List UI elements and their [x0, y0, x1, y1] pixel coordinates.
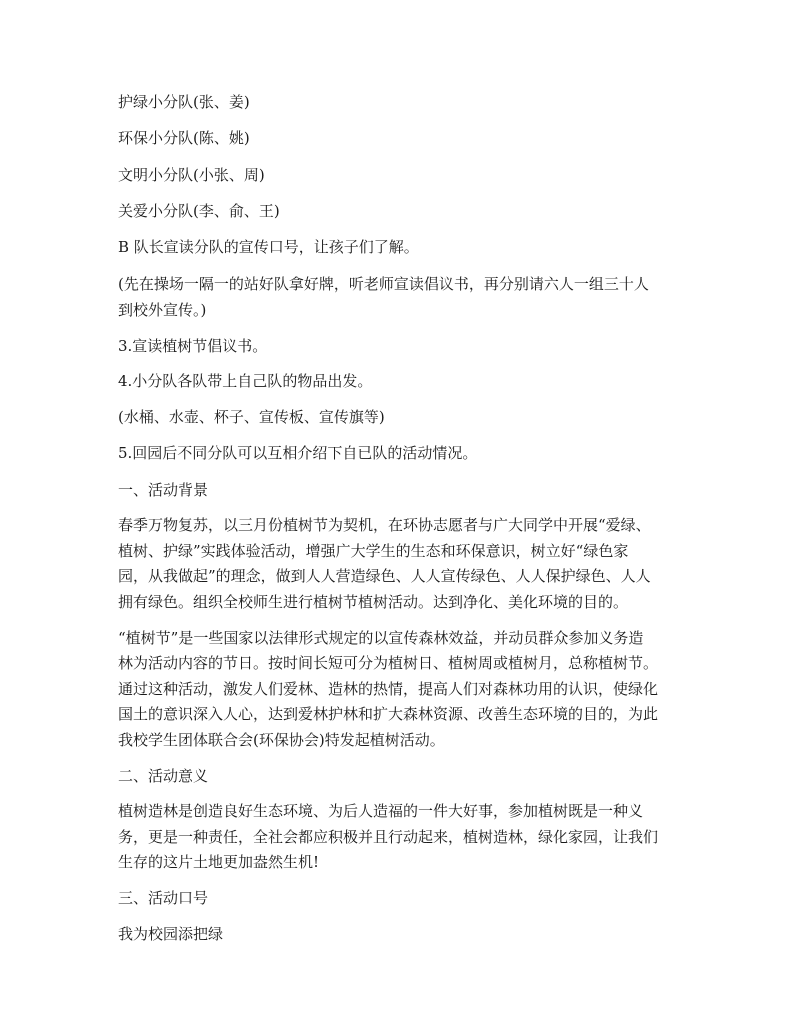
text-line-21: 我校学生团体联合会(环保协会)特发起植树活动。	[118, 731, 445, 749]
section-heading-background: 一、活动背景	[118, 481, 209, 499]
text-line-8: 3.宣读植树节倡议书。	[118, 337, 268, 355]
text-line-27: 我为校园添把绿	[118, 925, 224, 943]
text-line-16: 拥有绿色。组织全校师生进行植树节植树活动。达到净化、美化环境的目的。	[118, 593, 629, 611]
text-line-5: B 队长宣读分队的宣传口号，让孩子们了解。	[118, 238, 419, 256]
text-line-10: (水桶、水壶、杯子、宣传板、宣传旗等)	[118, 408, 385, 426]
text-line-23: 植树造林是创造良好生态环境、为后人造福的一件大好事，参加植树既是一种义	[118, 802, 644, 820]
text-line-18: 林为活动内容的节日。按时间长短可分为植树日、植树周或植树月，总称植树节。	[118, 654, 659, 672]
text-line-9: 4.小分队各队带上自己队的物品出发。	[118, 372, 373, 390]
text-line-13: 春季万物复苏，以三月份植树节为契机，在环协志愿者与广大同学中开展“爱绿、	[118, 516, 651, 534]
text-line-24: 务，更是一种责任，全社会都应积极并且行动起来，植树造林，绿化家园，让我们	[118, 828, 659, 846]
text-line-15: 园，从我做起”的理念，做到人人营造绿色、人人宣传绿色、人人保护绿色、人人	[118, 567, 651, 585]
text-line-2: 环保小分队(陈、姚)	[118, 129, 250, 147]
section-heading-slogan: 三、活动口号	[118, 889, 209, 907]
section-heading-significance: 二、活动意义	[118, 767, 209, 785]
text-line-25: 生存的这片土地更加盎然生机!	[118, 853, 320, 871]
text-line-3: 文明小分队(小张、周)	[118, 166, 265, 184]
text-line-17: “植树节”是一些国家以法律形式规定的以宣传森林效益，并动员群众参加义务造	[118, 629, 644, 647]
text-line-11: 5.回园后不同分队可以互相介绍下自已队的活动情况。	[118, 444, 478, 462]
text-line-7: 到校外宣传。)	[118, 301, 207, 319]
text-line-1: 护绿小分队(张、姜)	[118, 93, 250, 111]
text-line-20: 国土的意识深入人心，达到爱林护林和扩大森林资源、改善生态环境的目的，为此	[118, 705, 659, 723]
text-line-6: (先在操场一隔一的站好队拿好牌，听老师宣读倡议书，再分别请六人一组三十人	[118, 275, 649, 293]
text-line-19: 通过这种活动，激发人们爱林、造林的热情，提高人们对森林功用的认识，使绿化	[118, 680, 659, 698]
text-line-14: 植树、护绿”实践体验活动，增强广大学生的生态和环保意识，树立好“绿色家	[118, 542, 629, 560]
text-line-4: 关爱小分队(李、俞、王)	[118, 202, 280, 220]
